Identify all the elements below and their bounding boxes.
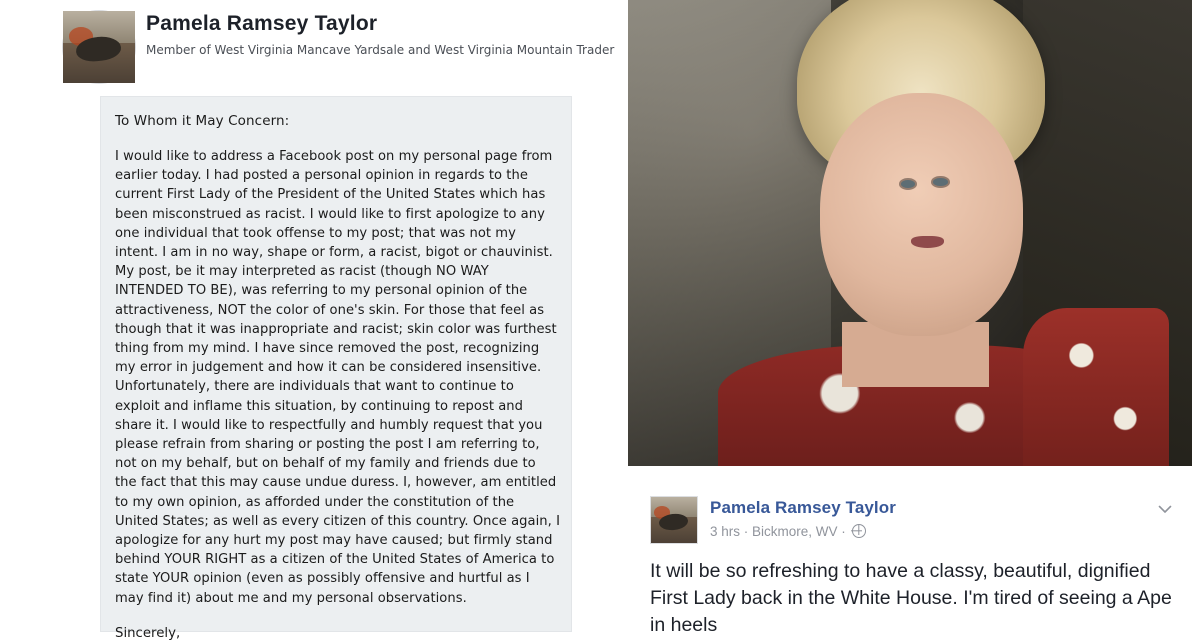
facebook-post (628, 474, 1192, 636)
author-subtitle: Member of West Virginia Mancave Yardsale and West Virginia Mountain Trader (146, 43, 615, 57)
statement-body: I would like to address a Facebook post on my personal page from earlier today. I had posted a personal opinion in regards to the current First Lady of the President of the United States which has been misconstrued as racist. I would like to first apologize to any one individual that took offense to my post; that was not my intent. I am in no way, shape or form, a racist, bigot or chauvinist. My post, be it may interpreted as racist (though NO WAY INTENDED TO BE), was referring to my personal opinion of the attractiveness, NOT the color of one's skin. For those that feel as though that it was inappropriate and racist; skin color was furthest thing from my mind. I have since removed the post, recognizing my error in judgement and how it can be considered insensitive. Unfortunately, there are individuals that want to continue to exploit and inflame this situation, by continuing to repost and share it. I would like to respectfully and humbly request that you please refrain from sharing or posting the post I am referring to, not on my behalf, but on behalf of my family and friends due to the fact that this may cause undue duress. I, however, am entitled to my own opinion, as afforded under the constitution of the United States; as well as every citizen of this country. Once again, I apologize for any hurt my post may have caused; but firmly stand behind YOUR RIGHT as a citizen of the United States of America to state YOUR opinion (even as possibly offensive and hurtful as I may find it) about me and my personal observations. (115, 149, 560, 606)
post-meta-separator-1: · (740, 524, 753, 539)
photo-right-eye (933, 178, 947, 186)
statement-content (115, 113, 561, 641)
statement-salutation: To Whom it May Concern: (115, 113, 290, 129)
author-name[interactable]: Pamela Ramsey Taylor (146, 12, 378, 35)
photo-mouth (911, 236, 943, 248)
post-timestamp[interactable]: 3 hrs (710, 524, 741, 539)
post-avatar[interactable] (650, 496, 698, 544)
post-meta-separator-2: · (837, 524, 850, 539)
statement-signoff: Sincerely, (115, 625, 181, 641)
post-text: It will be so refreshing to have a classy, beautiful, dignified First Lady back in the White House. I'm tired of seeing a Ape in heels (650, 560, 1172, 636)
avatar[interactable] (62, 10, 136, 84)
post-location[interactable]: Bickmore, WV (752, 524, 838, 539)
statement-card (100, 96, 572, 641)
post-meta (710, 522, 866, 539)
photo-and-post-pane (620, 0, 1200, 636)
portrait-photo (628, 0, 1192, 466)
photo-face (820, 93, 1023, 335)
chevron-down-icon[interactable] (1156, 500, 1174, 518)
photo-shirt-right (1023, 308, 1170, 466)
photo-left-eye (901, 180, 915, 188)
post-author-name[interactable]: Pamela Ramsey Taylor (710, 498, 896, 517)
statement-post-header (58, 6, 614, 82)
globe-icon (852, 524, 866, 538)
